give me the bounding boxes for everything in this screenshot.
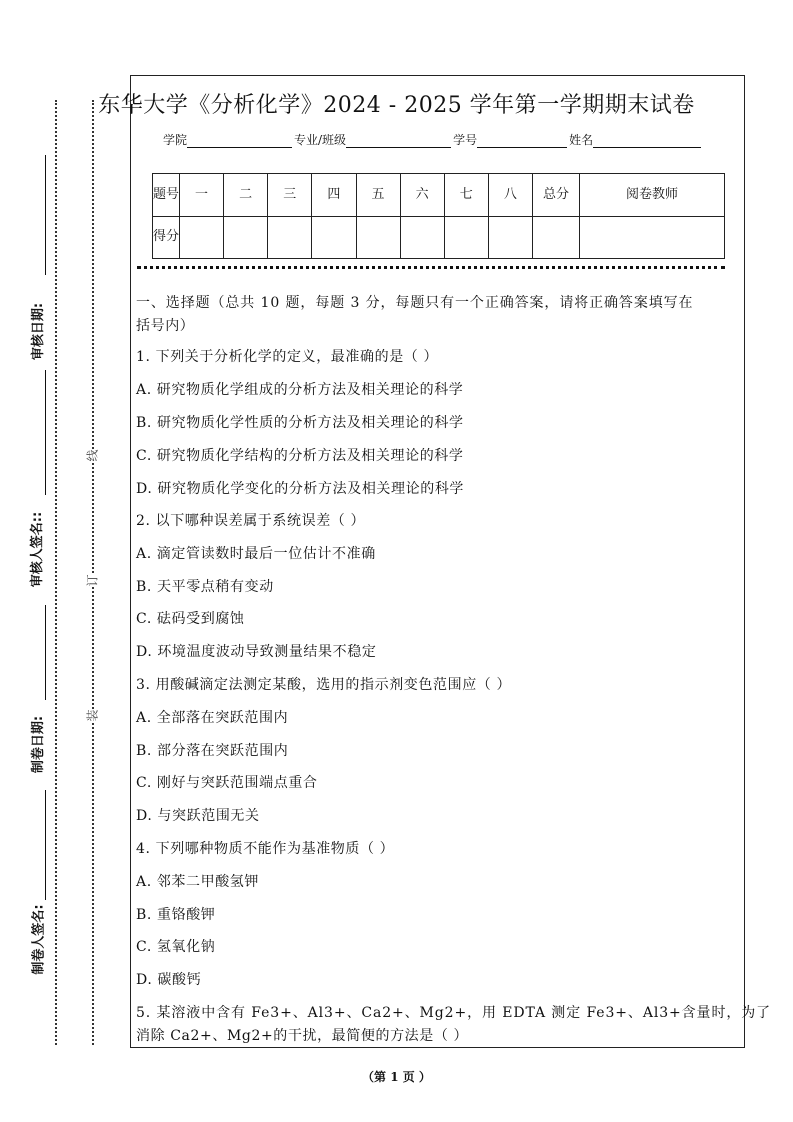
maker-date-label: 制卷日期: xyxy=(31,715,47,774)
section-text: 括号内） xyxy=(136,318,195,334)
dotted-separator xyxy=(137,266,725,269)
field-label-name: 姓名 xyxy=(569,133,594,147)
binding-dotted-line-outer xyxy=(55,100,57,1045)
score-table-header-row xyxy=(153,174,725,217)
score-cell[interactable] xyxy=(400,216,444,259)
name-field[interactable] xyxy=(593,133,701,148)
page-number: （第 1 页 ） xyxy=(362,1070,431,1084)
col-2: 二 xyxy=(224,174,268,217)
answer-option: A. 研究物质化学组成的分析方法及相关理论的科学 xyxy=(136,382,464,398)
binding-mark-ding: 订 xyxy=(85,574,100,587)
score-cell[interactable] xyxy=(268,216,312,259)
reviewer-signature-label: 审核人签名:: xyxy=(30,511,46,588)
score-cell[interactable] xyxy=(488,216,532,259)
score-cell[interactable] xyxy=(356,216,400,259)
answer-option: B. 研究物质化学性质的分析方法及相关理论的科学 xyxy=(136,415,464,431)
student-id-field[interactable] xyxy=(477,133,567,148)
answer-option: C. 氢氧化钠 xyxy=(136,939,216,955)
signature-line xyxy=(45,370,46,495)
field-label-major-class: 专业/班级 xyxy=(294,133,347,147)
answer-option: A. 全部落在突跃范围内 xyxy=(136,710,289,726)
question-text: 2. 以下哪种误差属于系统误差（ ） xyxy=(136,513,366,529)
score-cell[interactable] xyxy=(533,216,580,259)
question-text: 5. 某溶液中含有 Fe3+、Al3+、Ca2+、Mg2+，用 EDTA 测定 Fe3+、Al3+含量时，为了 xyxy=(136,1005,772,1021)
binding-mark-zhuang: 装 xyxy=(85,709,100,722)
score-table xyxy=(152,173,725,259)
score-cell[interactable] xyxy=(180,216,224,259)
answer-option: D. 与突跃范围无关 xyxy=(136,808,260,824)
binding-mark-xian: 线 xyxy=(85,449,100,462)
row-header-score: 得分 xyxy=(153,216,180,259)
signature-line xyxy=(45,790,46,900)
major-class-field[interactable] xyxy=(346,133,451,148)
col-8: 八 xyxy=(488,174,532,217)
col-6: 六 xyxy=(400,174,444,217)
field-label-college: 学院 xyxy=(163,133,188,147)
answer-option: D. 环境温度波动导致测量结果不稳定 xyxy=(136,644,377,660)
score-cell[interactable] xyxy=(580,216,725,259)
exam-title: 东华大学《分析化学》2024 - 2025 学年第一学期期末试卷 xyxy=(98,93,695,118)
col-1: 一 xyxy=(180,174,224,217)
answer-option: B. 重铬酸钾 xyxy=(136,907,216,923)
answer-option: B. 天平零点稍有变动 xyxy=(136,579,274,595)
college-field[interactable] xyxy=(187,133,292,148)
answer-option: A. 滴定管读数时最后一位估计不准确 xyxy=(136,546,376,562)
student-info-row xyxy=(163,131,703,148)
col-total: 总分 xyxy=(533,174,580,217)
answer-option: C. 砝码受到腐蚀 xyxy=(136,611,245,627)
maker-signature-label: 制卷人签名: xyxy=(31,904,47,975)
answer-option: A. 邻苯二甲酸氢钾 xyxy=(136,874,260,890)
field-label-student-id: 学号 xyxy=(453,133,478,147)
answer-option: D. 研究物质化学变化的分析方法及相关理论的科学 xyxy=(136,481,465,497)
col-3: 三 xyxy=(268,174,312,217)
col-7: 七 xyxy=(444,174,488,217)
row-header-question: 题号 xyxy=(153,174,180,217)
question-text: 1. 下列关于分析化学的定义，最准确的是（ ） xyxy=(136,349,439,365)
section-text: 消除 Ca2+、Mg2+的干扰，最简便的方法是（ ） xyxy=(136,1028,469,1044)
review-date-label: 审核日期: xyxy=(31,302,47,361)
answer-option: C. 刚好与突跃范围端点重合 xyxy=(136,775,318,791)
col-grader: 阅卷教师 xyxy=(580,174,725,217)
answer-option: C. 研究物质化学结构的分析方法及相关理论的科学 xyxy=(136,448,464,464)
answer-option: D. 碳酸钙 xyxy=(136,972,202,988)
question-text: 3. 用酸碱滴定法测定某酸，选用的指示剂变色范围应（ ） xyxy=(136,677,512,693)
score-table-score-row xyxy=(153,216,725,259)
answer-option: B. 部分落在突跃范围内 xyxy=(136,743,289,759)
signature-line xyxy=(45,155,46,275)
question-text: 4. 下列哪种物质不能作为基准物质（ ） xyxy=(136,841,395,857)
signature-line xyxy=(45,605,46,700)
score-cell[interactable] xyxy=(444,216,488,259)
section-text: 一、选择题（总共 10 题，每题 3 分，每题只有一个正确答案，请将正确答案填写在 xyxy=(136,295,694,311)
col-4: 四 xyxy=(312,174,356,217)
score-cell[interactable] xyxy=(224,216,268,259)
score-cell[interactable] xyxy=(312,216,356,259)
col-5: 五 xyxy=(356,174,400,217)
binding-dotted-line-inner xyxy=(92,100,94,1045)
